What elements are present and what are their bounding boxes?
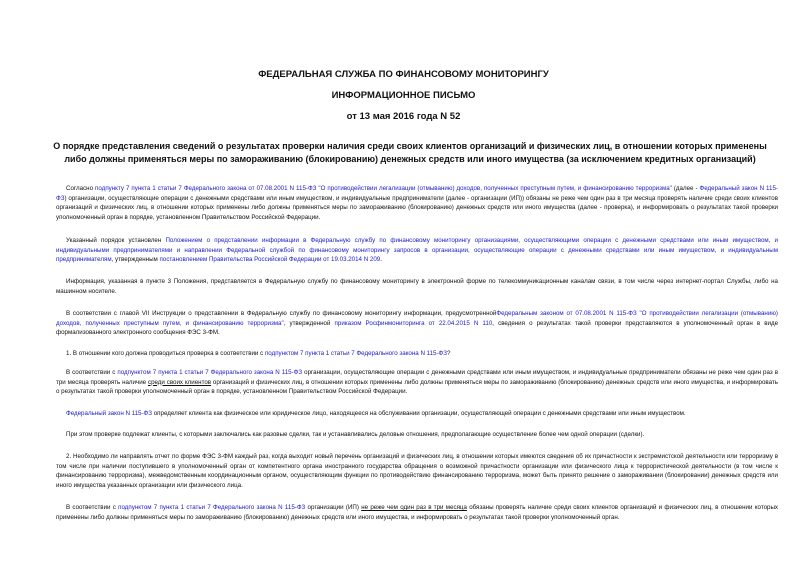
agency-title: ФЕДЕРАЛЬНАЯ СЛУЖБА ПО ФИНАНСОВОМУ МОНИТОРИНГУ (258, 69, 549, 80)
paragraph-3: Информация, указанная в пункте 3 Положения, представляется в Федеральную службу по финансовому мониторингу в электронной форме по телекоммуникационным каналам связи, в том числе через интернет-портал Службы, либо на машинном носителе. (56, 278, 778, 295)
document-subject: О порядке представления сведений о результатах проверки наличия среди своих клиентов организаций и физических лиц, в отношении которых применены либо должны применяться меры по замораживанию (блокированию) денежных средств или иного имущества (за исключением кредитных организаций) (53, 141, 767, 164)
text: организаций и физических лиц, в отношении которых применены либо должны применяться меры по замораживанию (блокированию) денежных средств или иного имущества, и информировать о результатах такой проверки уполномоченный орган в порядке, установленном Правительством Российской Федерации. (56, 378, 779, 396)
paragraph-2 (56, 236, 778, 265)
text: , сведения о результатах такой проверки представляются в уполномоченный орган в виде формализованного электронного сообщения ФЭС 3-ФМ. (56, 319, 779, 337)
document-date-number: от 13 мая 2016 года N 52 (346, 111, 461, 122)
text: определяет клиента как физическое или юридическое лицо, находящееся на обслуживании организации, осуществляющей операции с денежными средствами или иным имуществом. (152, 410, 686, 417)
document-type: ИНФОРМАЦИОННОЕ ПИСЬМО (331, 90, 476, 101)
paragraph-clients-scope: При этом проверке подлежат клиенты, с которыми заключались как разовые сделки, так и устанавливались деловые отношения, предполагающие осуществление более чем одной операции (сделки). (66, 431, 645, 438)
question-1 (56, 349, 778, 359)
decree-link[interactable]: постановлением Правительства Российской Федерации от 19.03.2014 N 209 (159, 256, 381, 264)
law-link[interactable]: подпунктом 7 пункта 1 статьи 7 Федерального закона N 115-ФЗ (117, 369, 303, 376)
text: В соответствии с (66, 369, 118, 376)
law-link[interactable]: подпунктом 7 пункта 1 статьи 7 Федерального закона N 115-ФЗ (264, 350, 448, 357)
text: , утвержденным (111, 256, 160, 264)
law-link[interactable]: подпункту 7 пункта 1 статьи 7 Федерального закона от 07.08.2001 N 115-ФЗ "О противодействии легализации (отмыванию) доходов, полученных преступным путем, и финансированию терроризма" (95, 185, 672, 192)
paragraph-1 (56, 184, 778, 222)
paragraph-client-definition (56, 409, 778, 419)
text: В соответствии с главой VII Инструкции о представлении в Федеральную службу по финансовому мониторингу информации, предусмотренной (66, 310, 497, 317)
answer-1 (56, 368, 778, 397)
answer-2 (56, 503, 778, 522)
paragraph-4 (56, 309, 778, 338)
text: В соответствии с (66, 504, 119, 511)
text: Согласно (66, 185, 96, 192)
text: 1. В отношении кого должна проводиться проверка в соответствии с (66, 350, 265, 357)
law-link[interactable]: подпунктом 7 пункта 1 статьи 7 Федерального закона N 115-ФЗ (118, 504, 306, 511)
text: ) организации, осуществляющие операции с денежными средствами или иным имуществом, и индивидуальные предприниматели (далее - организации (ИП)) обязаны не реже чем один раз в три месяца проверять наличие среди своих клиентов организаций и физических лиц, в отношении которых применены либо должны применяться меры по замораживанию (блокированию) денежных средств или иного имущества (далее - проверка), и информировать о результатах такой проверки уполномоченный орган в порядке, установленном Правительством Российской Федерации. (56, 194, 778, 221)
text: . (380, 256, 382, 264)
text: , утвержденной (283, 319, 335, 327)
underlined-text: среди своих клиентов (147, 378, 212, 386)
question-2: 2. Необходимо ли направлять отчет по форме ФЭС 3-ФМ каждый раз, когда выходит новый перечень организаций и физических лиц, в отношении которых имеются сведения об их причастности к экстремистской деятельности или терроризму в том числе при наличии поступившего в уполномоченный орган от компетентного органа иностранного государства обращения о возможной причастности организации или физического лица к террористической деятельности (в том числе к финансированию терроризма), межведомственным координационным органом, осуществляющим функции по противодействию финансированию терроризма, может быть принято решение о замораживании (блокировании) денежных средств или иного имущества указанных организации или физического лица. (56, 453, 778, 489)
law-link[interactable]: Федеральный закон N 115-ФЗ (66, 410, 153, 417)
order-link[interactable]: приказом Росфинмониторинга от 22.04.2015 N 110 (334, 319, 493, 327)
text: ? (447, 350, 451, 357)
underlined-text: не реже чем один раз в три месяца (361, 504, 467, 511)
law-link[interactable]: Федеральным законом от 07.08.2001 N 115-ФЗ "О противодействии легализации (отмыванию) доходов, полученных преступным путем, и финансированию терроризма" (56, 310, 778, 327)
text: обязаны проверять наличие среди своих клиентов организаций и физических лиц, в отношении которых применены либо должны применяться меры по замораживанию (блокированию) денежных средств или иного имущества, и информировать о результатах такой проверки уполномоченный орган. (56, 504, 779, 521)
regulation-link[interactable]: Положением о представлении информации в Федеральную службу по финансовому мониторингу организациями, осуществляющими операции с денежными средствами или иным имуществом, и индивидуальными предпринимателями и направлении Федеральной службой по финансовому мониторингу запросов в организации, осуществляющие операции с денежными средствами или иным имуществом, и индивидуальным предпринимателям (56, 237, 778, 264)
law-link[interactable]: Федеральный закон N 115-ФЗ (56, 185, 778, 202)
text: организации, осуществляющие операции с денежными средствами или иным имуществом, и индивидуальные предприниматели обязаны не реже чем один раз в три месяца проверять наличие (56, 369, 778, 386)
text: (далее - (671, 185, 700, 192)
text: организации (ИП) (305, 504, 362, 511)
text: Указанный порядок установлен (66, 237, 166, 244)
